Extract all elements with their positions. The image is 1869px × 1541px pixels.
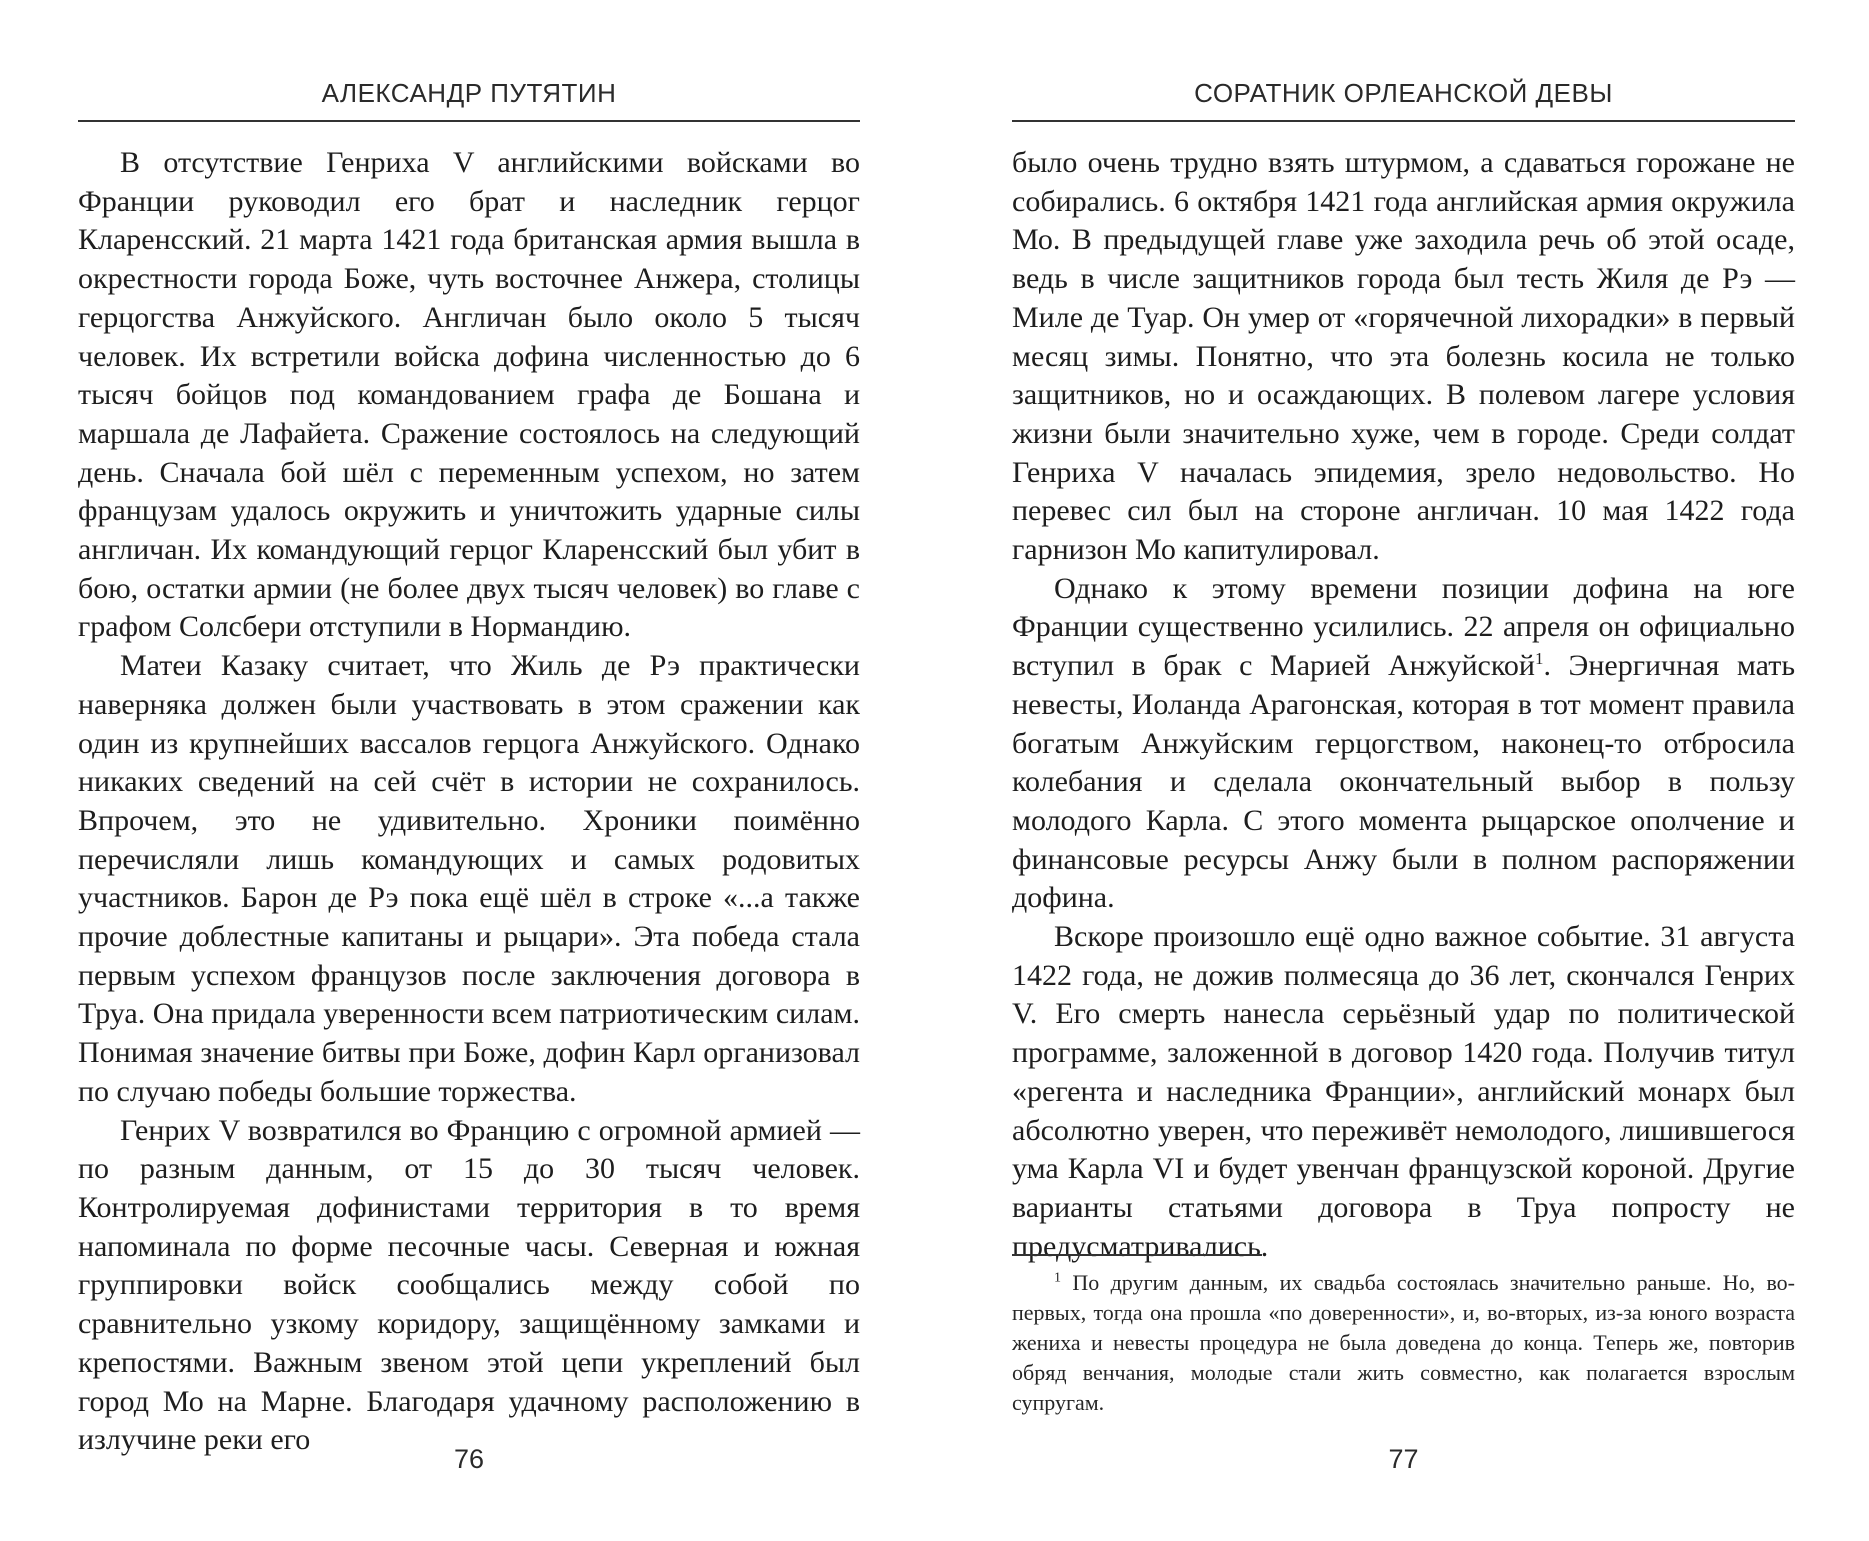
header-rule-left: [78, 120, 860, 122]
paragraph: [1012, 570, 1795, 918]
right-page-body: [1012, 144, 1795, 1266]
paragraph: Вскоре произошло ещё одно важное событие. 31 августа 1422 года, не дожив полмесяца до 36 лет, скончался Генрих V. Его смерть нанесла серьёзный удар по политической программе, заложенной в договор 1420 года. Получив титул «регента и наследника Франции», английский монарх был абсолютно уверен, что переживёт немолодого, лишившегося ума Карла VI и будет увенчан французской короной. Другие варианты статьями договора в Труа попросту не предусматривались.: [1012, 920, 1795, 1263]
footnote-rule: [1012, 1254, 1262, 1256]
footnote: [1012, 1268, 1795, 1418]
page-number-right: 77: [1388, 1444, 1419, 1474]
paragraph: Генрих V возвратился во Францию с огромной армией — по разным данным, от 15 до 30 тысяч человек. Контролируемая дофинистами территория в то время напоминала по форме песочные часы. Северная и южная группировки войск сообщались между собой по сравнительно узкому коридору, защищённому замками и крепостями. Важным звеном этой цепи укреплений был город Мо на Марне. Благодаря удачному расположению в излучине реки его: [78, 1113, 860, 1457]
left-page-body: [78, 144, 860, 1460]
paragraph: В отсутствие Генриха V английскими войсками во Франции руководил его брат и наследник герцог Кларенсский. 21 марта 1421 года британская армия вышла в окрестности города Боже, чуть восточнее Анжера, столицы герцогства Анжуйского. Англичан было около 5 тысяч человек. Их встретили войска дофина численностью до 6 тысяч бойцов под командованием графа де Бошана и маршала де Лафайета. Сражение состоялось на следующий день. Сначала бой шёл с переменным успехом, но затем французам удалось окружить и уничтожить ударные силы англичан. Их командующий герцог Кларенсский был убит в бою, остатки армии (не более двух тысяч человек) во главе с графом Солсбери отступили в Нормандию.: [78, 146, 860, 644]
header-rule-right: [1012, 120, 1795, 122]
paragraph: Матеи Казаку считает, что Жиль де Рэ практически наверняка должен были участвовать в этом сражении как один из крупнейших вассалов герцога Анжуйского. Однако никаких сведений на сей счёт в истории не сохранилось. Впрочем, это не удивительно. Хроники поимённо перечисляли лишь командующих и самых родовитых участников. Барон де Рэ пока ещё шёл в строке «...а также прочие доблестные капитаны и рыцари». Эта победа стала первым успехом французов после заключения договора в Труа. Она придала уверенности всем патриотическим силам. Понимая значение битвы при Боже, дофин Карл организовал по случаю победы большие торжества.: [78, 649, 860, 1108]
footnote-marker: 1: [1054, 1270, 1061, 1286]
footnote-reference: 1: [1534, 649, 1544, 669]
left-page: [78, 0, 860, 1541]
running-head-left: АЛЕКСАНДР ПУТЯТИН: [321, 78, 617, 108]
page-number-left: 76: [453, 1444, 485, 1474]
paragraph-text: Однако к этому времени позиции дофина на юге Франции существенно усилились. 22 апреля он официально вступил в брак с Марией Анжуйской: [1012, 571, 1795, 683]
paragraph-text: . Энергичная мать невесты, Иоланда Арагонская, которая в тот момент правила богатым Анжуйским герцогством, наконец-то отбросила колебания и сделала окончательный выбор в пользу молодого Карла. С этого момента рыцарское ополчение и финансовые ресурсы Анжу были в полном распоряжении дофина.: [1012, 649, 1796, 915]
paragraph-continuation: было очень трудно взять штурмом, а сдаваться горожане не собирались. 6 октября 1421 года английская армия окружила Мо. В предыдущей главе уже заходила речь об этой осаде, ведь в числе защитников города был тесть Жиля де Рэ — Миле де Туар. Он умер от «горячечной лихорадки» в первый месяц зимы. Понятно, что эта болезнь косила не только защитников, но и осаждающих. В полевом лагере условия жизни были значительно хуже, чем в городе. Среди солдат Генриха V началась эпидемия, зрело недовольство. Но перевес сил был на стороне англичан. 10 мая 1422 года гарнизон Мо капитулировал.: [1012, 146, 1795, 567]
footnote-text: По другим данным, их свадьба состоялась значительно раньше. Но, во-первых, тогда она прошла «по доверенности», и, во-вторых, из-за юного возраста жениха и невесты процедура не была доведена до конца. Теперь же, повторив обряд венчания, молодые стали жить совместно, как полагается взрослым супругам.: [1012, 1270, 1796, 1415]
running-head-right: СОРАТНИК ОРЛЕАНСКОЙ ДЕВЫ: [1194, 78, 1613, 108]
right-page: [1012, 0, 1795, 1541]
